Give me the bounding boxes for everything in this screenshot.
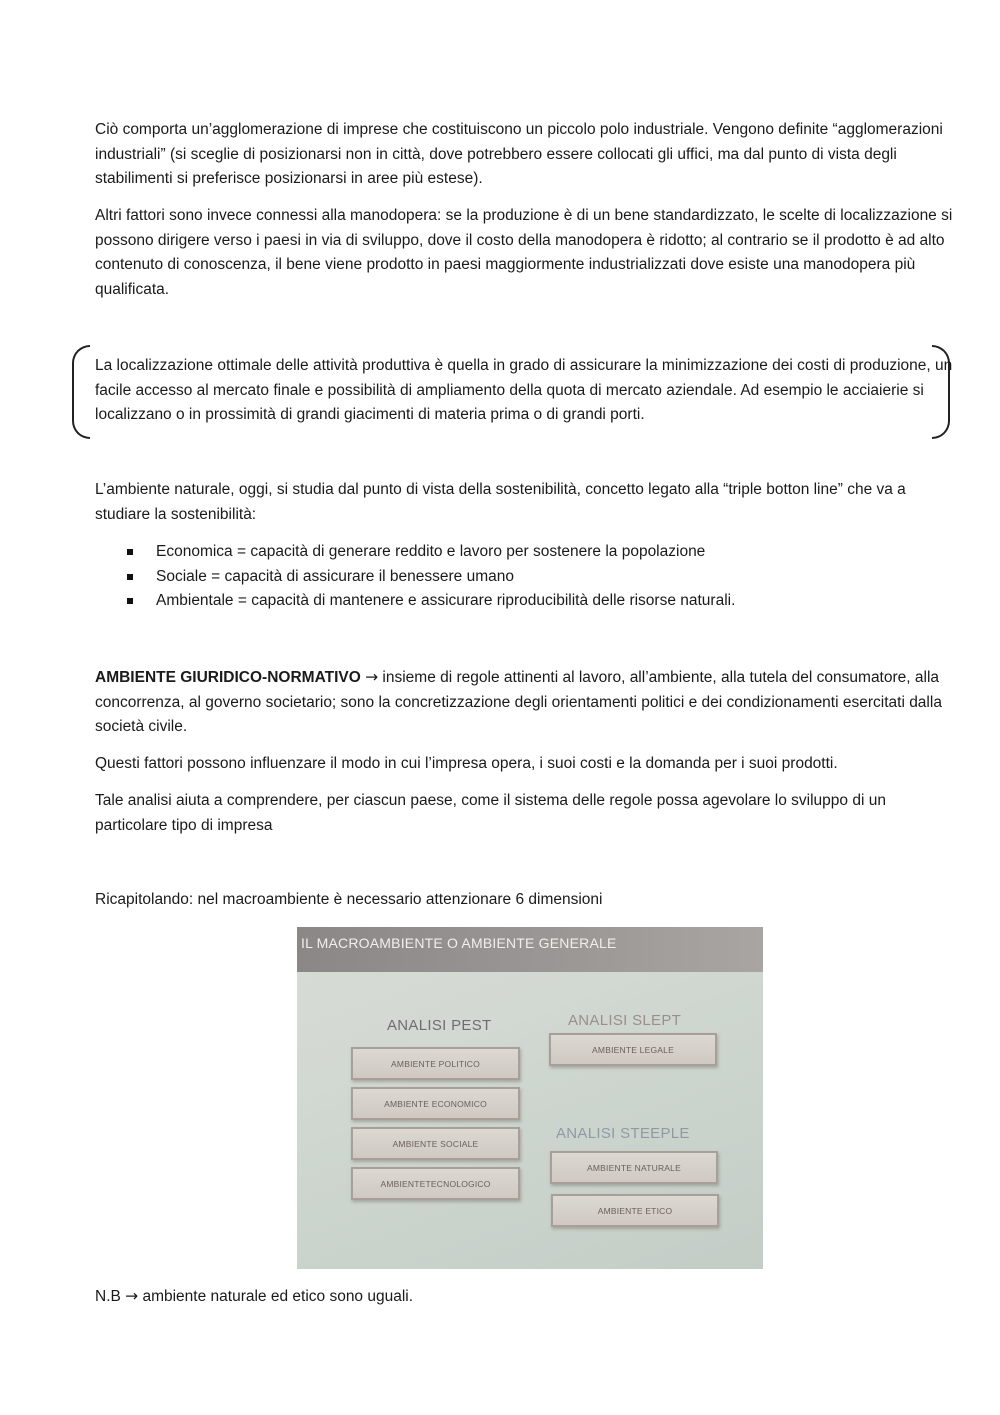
- paragraph-ricapitolando: Ricapitolando: nel macroambiente è necessario attenzionare 6 dimensioni: [95, 891, 603, 908]
- list-item-text: Economica = capacità di generare reddito e lavoro per sostenere la popolazione: [156, 543, 706, 560]
- ambiente-economico-box: AMBIENTE ECONOMICO: [351, 1087, 520, 1120]
- list-item: [95, 540, 955, 565]
- list-item: [95, 565, 955, 590]
- ambiente-legale-box: AMBIENTE LEGALE: [549, 1033, 717, 1066]
- paragraph-localizzazione-ottimale: La localizzazione ottimale delle attività produttiva è quella in grado di assicurare la minimizzazione dei costi di produzione, un facile accesso al mercato finale e possibilità di ampliamento della quota di mercato aziendale. Ad esempio le acciaierie si localizzano o in prossimità di grandi giacimenti di materia prima o di grandi porti.: [95, 357, 953, 423]
- slept-title: ANALISI SLEPT: [568, 1012, 682, 1029]
- section-heading: AMBIENTE GIURIDICO-NORMATIVO: [95, 669, 361, 686]
- pest-title: ANALISI PEST: [387, 1017, 492, 1034]
- list-item: [95, 589, 955, 614]
- arrow-right-icon: →: [365, 668, 379, 686]
- ambiente-sociale-box: AMBIENTE SOCIALE: [351, 1127, 520, 1160]
- paragraph-ambiente-naturale: L’ambiente naturale, oggi, si studia dal punto di vista della sostenibilità, concetto legato alla “triple botton line” che va a studiare la sostenibilità:: [95, 481, 906, 523]
- paragraph-agglomerazioni: Ciò comporta un’agglomerazione di imprese che costituiscono un piccolo polo industriale. Vengono definite “agglomerazioni industriali” (si sceglie di posizionarsi non in città, dove potrebbero essere collocati gli uffici, ma dal punto di vista degli stabilimenti si preferisce posizionarsi in aree più estese).: [95, 121, 943, 187]
- arrow-right-icon: →: [125, 1287, 139, 1305]
- steeple-title: ANALISI STEEPLE: [556, 1125, 690, 1142]
- left-bracket: [72, 345, 90, 439]
- nb-text: ambiente naturale ed etico sono uguali.: [138, 1288, 414, 1305]
- macroambiente-slide-image: [297, 927, 763, 1269]
- ambiente-tecnologico-box: AMBIENTETECNOLOGICO: [351, 1167, 520, 1200]
- nb-label: N.B: [95, 1288, 121, 1305]
- slide-header: [297, 927, 763, 972]
- paragraph-fattori: Questi fattori possono influenzare il modo in cui l’impresa opera, i suoi costi e la domanda per i suoi prodotti.: [95, 755, 838, 772]
- ambiente-naturale-box: AMBIENTE NATURALE: [550, 1151, 718, 1184]
- ambiente-politico-box: AMBIENTE POLITICO: [351, 1047, 520, 1080]
- paragraph-giuridico-text: insieme di regole attinenti al lavoro, all’ambiente, alla tutela del consumatore, alla concorrenza, al governo societario; sono la concretizzazione degli orientamenti politici e dei condizionamenti esercitati dalla società civile.: [95, 669, 942, 735]
- slide-title: IL MACROAMBIENTE O AMBIENTE GENERALE: [301, 935, 617, 951]
- list-item-text: Sociale = capacità di assicurare il benessere umano: [156, 567, 514, 585]
- bullet-square-icon: [127, 598, 133, 604]
- sustainability-list: [95, 540, 955, 614]
- bullet-square-icon: [127, 574, 133, 580]
- paragraph-nota-bene: [95, 1284, 960, 1310]
- paragraph-analisi: Tale analisi aiuta a comprendere, per ciascun paese, come il sistema delle regole possa agevolare lo sviluppo di un particolare tipo di impresa: [95, 792, 886, 834]
- bullet-square-icon: [127, 549, 133, 555]
- paragraph-giuridico-normativo: [95, 665, 960, 740]
- ambiente-etico-box: AMBIENTE ETICO: [551, 1194, 719, 1227]
- paragraph-manodopera: Altri fattori sono invece connessi alla manodopera: se la produzione è di un bene standardizzato, le scelte di localizzazione si possono dirigere verso i paesi in via di sviluppo, dove il costo della manodopera è ridotto; al contrario se il prodotto è ad alto contenuto di conoscenza, il bene viene prodotto in paesi maggiormente industrializzati dove esiste una manodopera più qualificata.: [95, 207, 953, 298]
- list-item-text: Ambientale = capacità di mantenere e assicurare riproducibilità delle risorse naturali.: [156, 592, 736, 609]
